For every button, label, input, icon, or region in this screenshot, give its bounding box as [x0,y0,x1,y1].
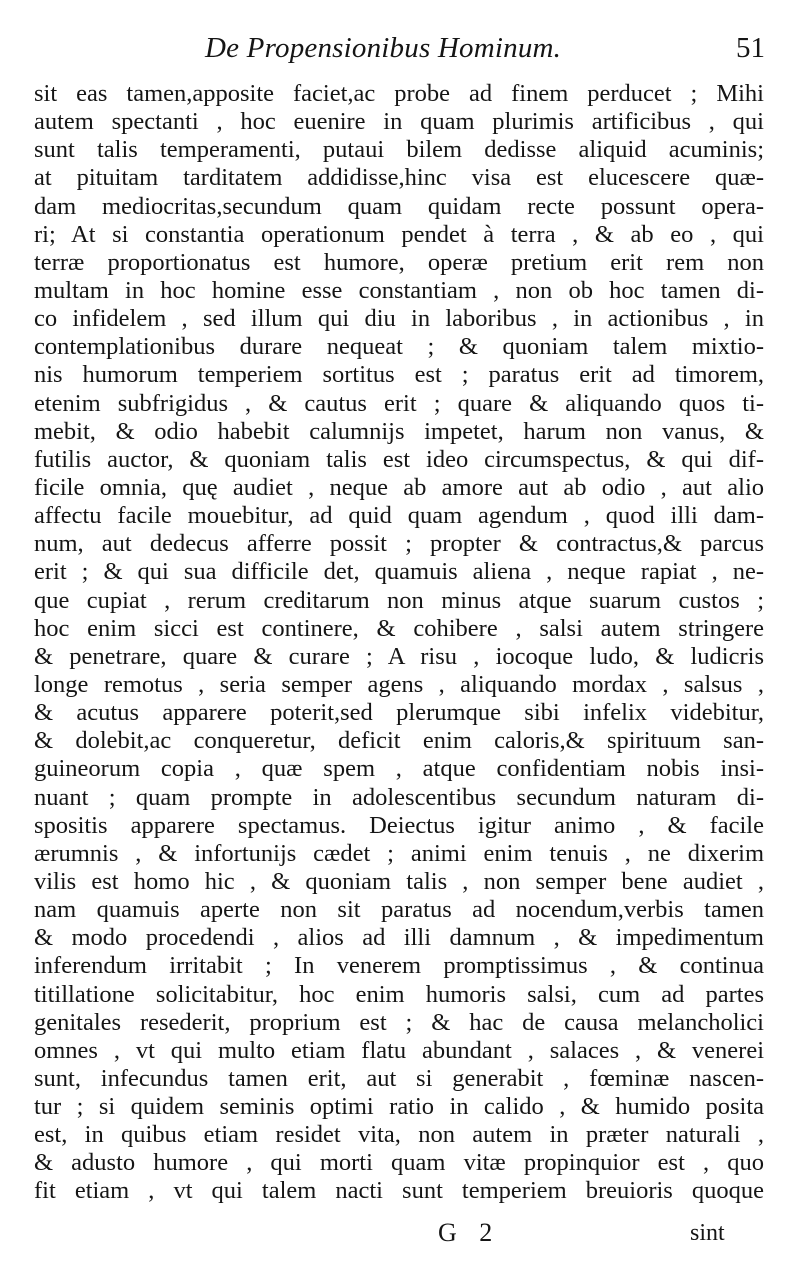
text-line: nis humorum temperiem sortitus est ; paratus erit ad timorem, [34,361,764,389]
body-text [34,80,764,1206]
text-line: erit ; & qui sua difficile det, quamuis aliena , neque rapiat , ne- [34,558,764,586]
text-line: guineorum copia , quæ spem , atque confidentiam nobis insi- [34,755,764,783]
text-line: sit eas tamen,apposite faciet,ac probe ad finem perducet ; Mihi [34,80,764,107]
text-line: & acutus apparere poterit,sed plerumque sibi infelix videbitur, [34,699,764,727]
text-line: etenim subfrigidus , & cautus erit ; quare & aliquando quos ti- [34,389,764,417]
text-line: futilis auctor, & quoniam talis est ideo circumspectus, & qui dif- [34,445,764,473]
page-number: 51 [736,32,765,64]
text-line: affectu facile mouebitur, ad quid quam agendum , quod illi dam- [34,502,764,530]
text-line: ri; At si constantia operationum pendet à terra , & ab eo , qui [34,220,764,248]
text-line: multam in hoc homine esse constantiam , non ob hoc tamen di- [34,276,764,304]
text-line: est, in quibus etiam residet vita, non autem in præter naturali , [34,1121,764,1149]
text-line: nam quamuis aperte non sit paratus ad nocendum,verbis tamen [34,896,764,924]
text-line: sunt, infecundus tamen erit, aut si generabit , fœminæ nascen- [34,1064,764,1092]
text-line: vilis est homo hic , & quoniam talis , non semper bene audiet , [34,867,764,895]
text-line: omnes , vt qui multo etiam flatu abundant , salaces , & venerei [34,1036,764,1064]
text-line: ærumnis , & infortunijs cædet ; animi enim tenuis , ne dixerim [34,839,764,867]
text-line: co infidelem , sed illum qui diu in laboribus , in actionibus , in [34,305,764,333]
text-line: longe remotus , seria semper agens , aliquando mordax , salsus , [34,670,764,698]
text-line: fit etiam , vt qui talem nacti sunt temperiem breuioris quoque [34,1177,764,1205]
catchword: sint [690,1220,725,1246]
text-line: & dolebit,ac conqueretur, deficit enim caloris,& spirituum san- [34,727,764,755]
text-line: contemplationibus durare nequeat ; & quoniam talem mixtio- [34,333,764,361]
text-line: ficile omnia, quę audiet , neque ab amore aut ab odio , aut alio [34,473,764,501]
running-title: De Propensionibus Hominum. [205,32,562,64]
text-line: & modo procedendi , alios ad illi damnum , & impedimentum [34,924,764,952]
text-line: hoc enim sicci est continere, & cohibere , salsi autem stringere [34,614,764,642]
text-line: at pituitam tarditatem addidisse,hinc visa est elucescere quæ- [34,164,764,192]
text-line: & penetrare, quare & curare ; A risu , iocoque ludo, & ludicris [34,642,764,670]
page-header [205,32,765,72]
text-line: & adusto humore , qui morti quam vitæ propinquior est , quo [34,1149,764,1177]
text-line: titillatione solicitabitur, hoc enim humoris salsi, cum ad partes [34,980,764,1008]
signature-mark: G 2 [438,1218,501,1247]
text-line: tur ; si quidem seminis optimi ratio in calido , & humido posita [34,1093,764,1121]
text-line: autem spectanti , hoc euenire in quam plurimis artificibus , qui [34,108,764,136]
text-line: sunt talis temperamenti, putaui bilem dedisse aliquid acuminis; [34,136,764,164]
page-footer [0,1218,800,1258]
text-line: inferendum irritabit ; In venerem promptissimus , & continua [34,952,764,980]
text-line: dam mediocritas,secundum quam quidam recte possunt opera- [34,192,764,220]
text-line: num, aut dedecus afferre possit ; propter & contractus,& parcus [34,530,764,558]
text-line: spositis apparere spectamus. Deiectus igitur animo , & facile [34,811,764,839]
text-line: mebit, & odio habebit calumnijs impetet, harum non vanus, & [34,417,764,445]
text-line: terræ proportionatus est humore, operæ pretium erit rem non [34,248,764,276]
text-line: genitales resederit, proprium est ; & hac de causa melancholici [34,1008,764,1036]
text-line: nuant ; quam prompte in adolescentibus secundum naturam di- [34,783,764,811]
text-line: que cupiat , rerum creditarum non minus atque suarum custos ; [34,586,764,614]
